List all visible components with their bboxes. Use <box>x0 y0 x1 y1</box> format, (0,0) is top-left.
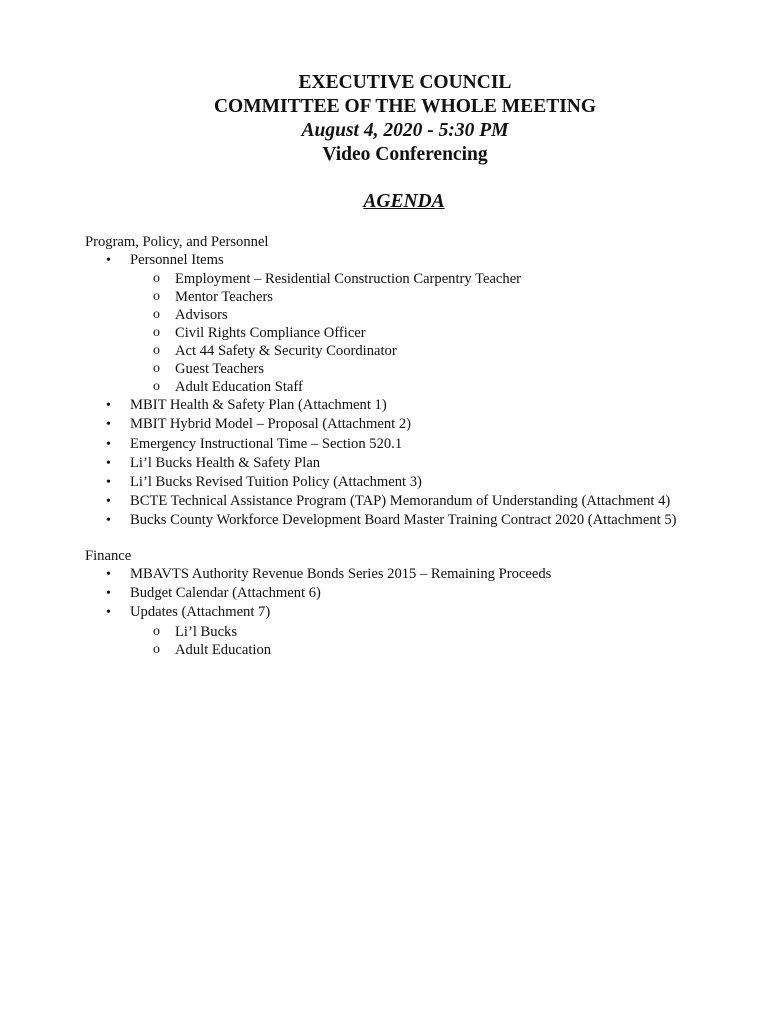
list-item: • Budget Calendar (Attachment 6) <box>85 584 765 603</box>
list-item-label: Personnel Items <box>130 252 224 268</box>
section-program-policy-personnel <box>85 233 765 531</box>
header-date-time: August 4, 2020 - 5:30 PM <box>301 120 509 141</box>
sub-list <box>130 623 765 659</box>
header-meeting-name: COMMITTEE OF THE WHOLE MEETING <box>213 96 597 117</box>
list-item: • Li’l Bucks Health & Safety Plan <box>85 454 765 473</box>
list-item: • MBIT Health & Safety Plan (Attachment 1) <box>85 396 765 415</box>
list-item: • BCTE Technical Assistance Program (TAP) Memorandum of Understanding (Attachment 4) <box>85 492 765 511</box>
sub-list-item: o Employment – Residential Construction Carpentry Teacher <box>85 270 765 288</box>
header-organization: EXECUTIVE COUNCIL <box>298 72 512 93</box>
sub-list-item: o Li’l Bucks <box>85 623 765 641</box>
list-item: • Li’l Bucks Revised Tuition Policy (Attachment 3) <box>85 473 765 492</box>
section-finance <box>85 547 765 659</box>
header-location: Video Conferencing <box>322 144 488 165</box>
sub-list-item: o Adult Education <box>85 641 765 659</box>
bullet-list <box>85 565 765 659</box>
sub-list-item: o Mentor Teachers <box>85 288 765 306</box>
list-item <box>85 603 765 658</box>
meeting-header <box>0 71 770 167</box>
section-heading: Program, Policy, and Personnel <box>85 234 269 250</box>
sub-list <box>130 270 765 396</box>
agenda-title: AGENDA <box>363 191 445 212</box>
list-item: • MBAVTS Authority Revenue Bonds Series 2015 – Remaining Proceeds <box>85 565 765 584</box>
sub-list-item: o Advisors <box>85 306 765 324</box>
list-item: • Bucks County Workforce Development Board Master Training Contract 2020 (Attachment 5) <box>85 511 765 530</box>
list-item <box>85 251 765 396</box>
bullet-list <box>85 251 765 531</box>
list-item: • MBIT Hybrid Model – Proposal (Attachment 2) <box>85 415 765 434</box>
sub-list-item: o Guest Teachers <box>85 360 765 378</box>
sub-list-item: o Act 44 Safety & Security Coordinator <box>85 342 765 360</box>
list-item-label: Updates (Attachment 7) <box>130 604 271 621</box>
sub-list-item: o Civil Rights Compliance Officer <box>85 324 765 342</box>
list-item: • Emergency Instructional Time – Section 520.1 <box>85 435 765 454</box>
section-heading: Finance <box>85 548 132 564</box>
sub-list-item: o Adult Education Staff <box>85 378 765 396</box>
